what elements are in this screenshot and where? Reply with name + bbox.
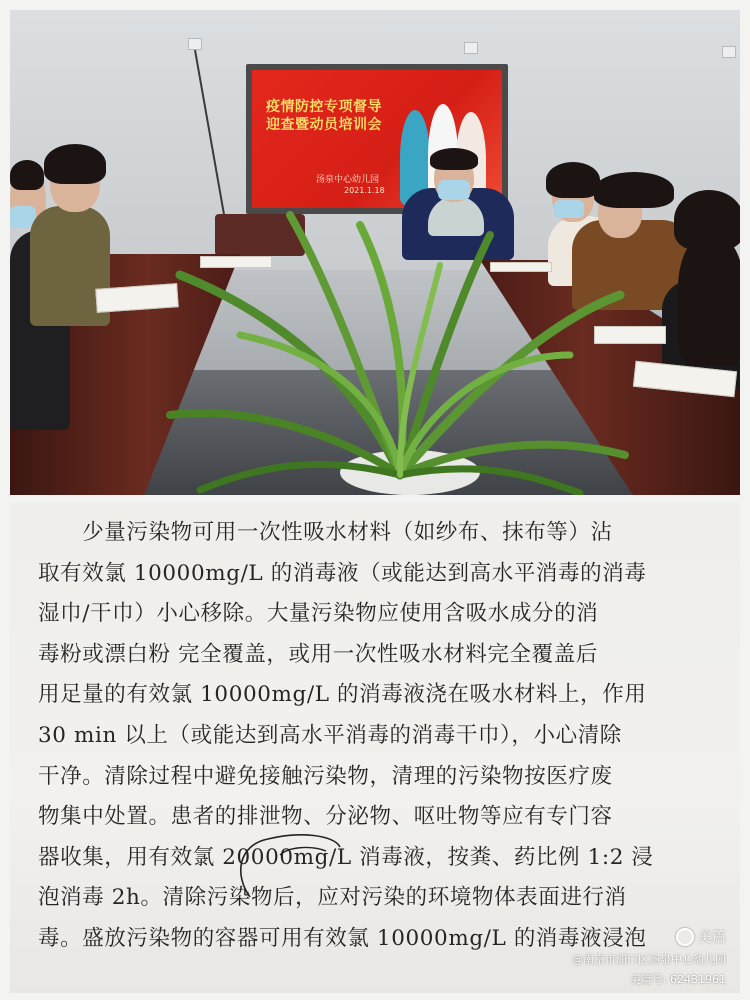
document-line: 器收集，用有效氯 20000mg/L 消毒液，按粪、药比例 1:2 浸 bbox=[38, 844, 654, 870]
meeting-photo bbox=[10, 10, 740, 495]
document-line: 取有效氯 10000mg/L 的消毒液（或能达到高水平消毒的消毒 bbox=[38, 560, 647, 586]
document-line: 用足量的有效氯 10000mg/L 的消毒液浇在吸水材料上，作用 bbox=[38, 682, 647, 708]
watermark-id: 美篇号: 62431961 bbox=[629, 973, 726, 986]
meipian-logo bbox=[676, 927, 726, 947]
meipian-brand: 美篇 bbox=[698, 930, 726, 946]
document-line: 物集中处置。患者的排泄物、分泌物、呕吐物等应有专门容 bbox=[38, 804, 613, 830]
document-line: 少量污染物可用一次性吸水材料（如纱布、抹布等）沾 bbox=[38, 520, 613, 545]
document-text bbox=[38, 513, 728, 960]
pen-scribble bbox=[230, 825, 350, 905]
document-line: 泡消毒 2h。清除污染物后，应对污染的环境物体表面进行消 bbox=[38, 885, 627, 911]
document-line: 湿巾/干巾）小心移除。大量污染物应使用含吸水成分的消 bbox=[38, 601, 599, 627]
document-line: 30 min 以上（或能达到高水平消毒的消毒干巾），小心清除 bbox=[38, 722, 622, 748]
document-line: 毒粉或漂白粉 完全覆盖，或用一次性吸水材料完全覆盖后 bbox=[38, 641, 598, 667]
document-line: 干净。清除过程中避免接触污染物，清理的污染物按医疗废 bbox=[38, 763, 613, 789]
watermark-source: @南京市浦口区汤泉中心幼儿园 bbox=[572, 953, 726, 966]
meipian-logo-icon bbox=[676, 928, 694, 946]
wall-outlet bbox=[722, 46, 736, 58]
wall-outlet bbox=[188, 38, 202, 50]
document-line: 毒。盛放污染物的容器可用有效氯 10000mg/L 的消毒液浸泡 bbox=[38, 925, 647, 951]
slide-organization: 汤泉中心幼儿园 bbox=[316, 175, 380, 185]
slide-date: 2021.1.18 bbox=[344, 186, 385, 195]
document-scan bbox=[10, 503, 740, 993]
slide-title-line1: 疫情防控专项督导 bbox=[266, 99, 382, 115]
slide-title-line2: 迎查暨动员培训会 bbox=[266, 117, 382, 133]
slide-title bbox=[266, 98, 406, 134]
potted-plant bbox=[160, 205, 630, 495]
wall-outlet bbox=[464, 42, 478, 54]
